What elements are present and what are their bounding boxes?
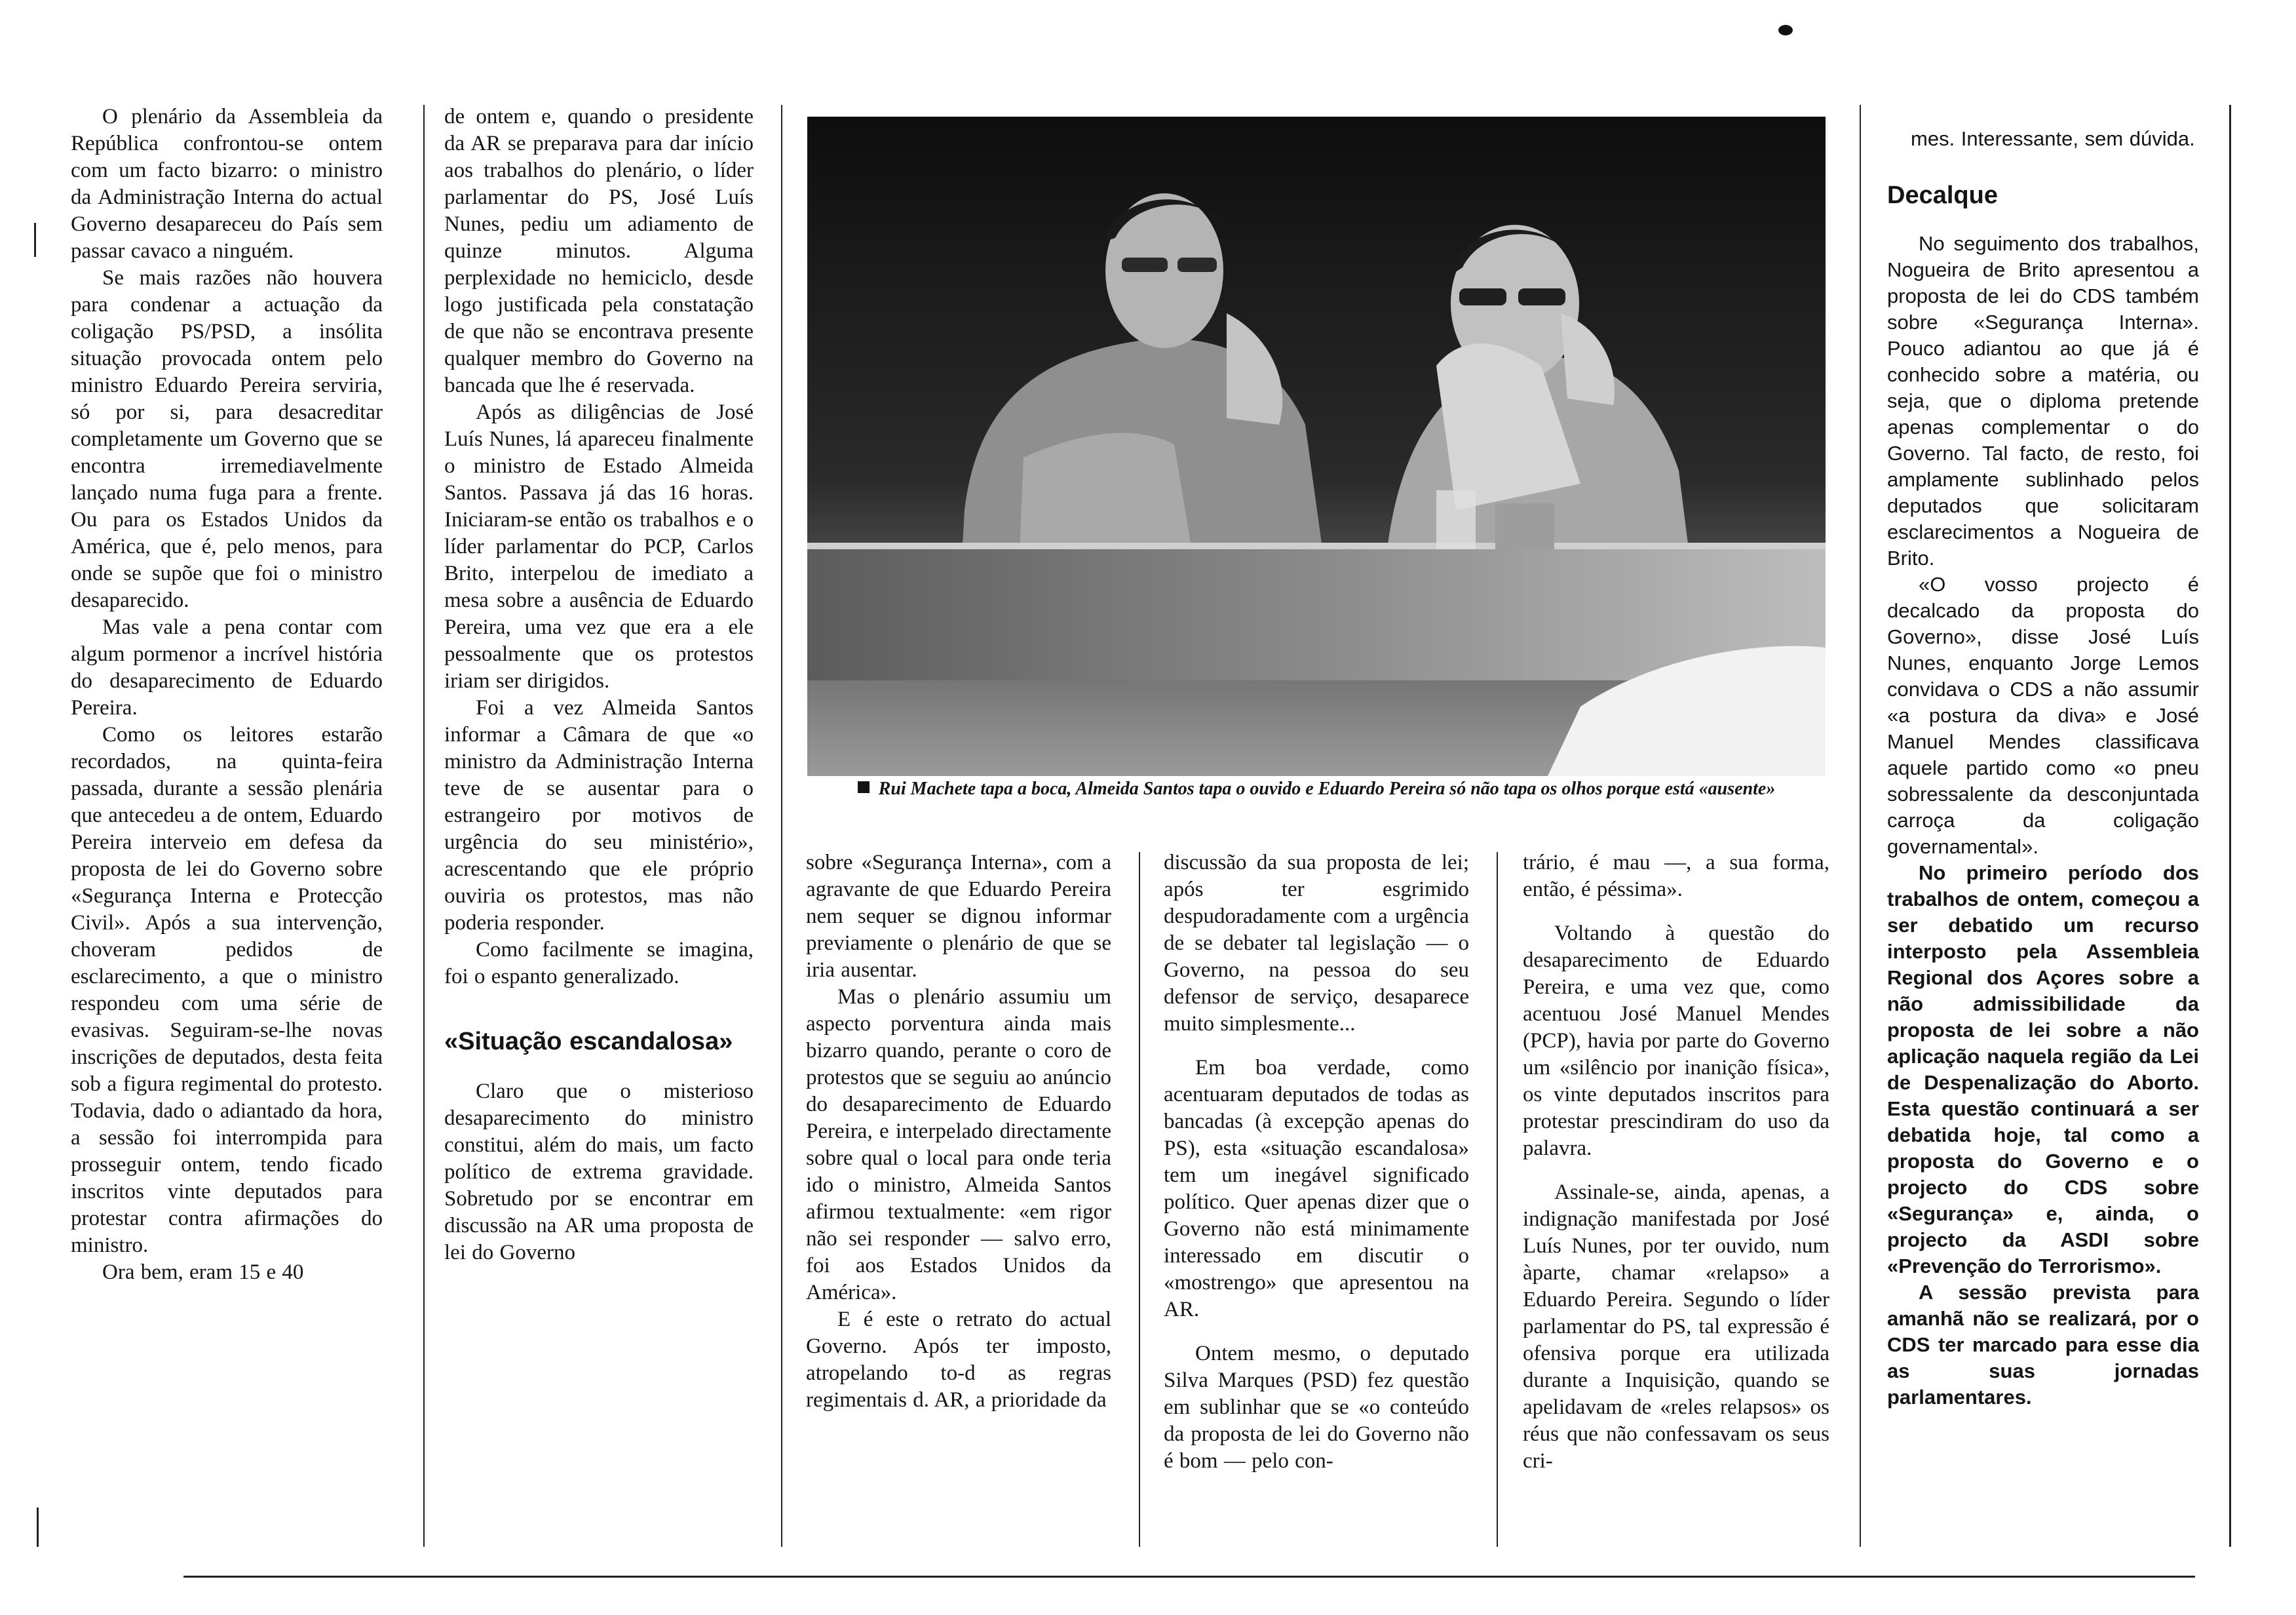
article-column-1 (71, 104, 383, 1286)
paragraph: No seguimento dos trabalhos, Nogueira de Brito apresentou a proposta de lei do CDS também sobre «Segurança Interna». Pouco adiantou ao que já é conhecido sobre a matéria, ou seja, que o diploma pretende apenas complementar o do Governo. Tal facto, de resto, foi amplamente sublinhado pelos deputados que solicitaram esclarecimentos a Nogueira de Brito. (1887, 232, 2199, 570)
caption-text: Rui Machete tapa a boca, Almeida Santos tapa o ouvido e Eduardo Pereira só não tapa os olhos porque está «ausente» (878, 779, 1776, 799)
paragraph: sobre «Segurança Interna», com a agravante de que Eduardo Pereira nem sequer se dignou informar previamente o plenário de que se iria ausentar. (806, 851, 1111, 982)
photo-image (807, 117, 1826, 776)
article-column-2 (444, 104, 754, 1266)
column-rule (781, 105, 782, 1547)
column-rule (423, 105, 425, 1547)
paragraph: Como facilmente se imagina, foi o espanto generalizado. (444, 938, 754, 988)
article-column-3 (806, 849, 1111, 1414)
paragraph: No primeiro período dos trabalhos de ontem, começou a ser debatido um recurso interposto pela Assembleia Regional dos Açores sobre a não admissibilidade da proposta de lei sobre a não aplicação naquela região da Lei de Despenalização do Aborto. Esta questão continuará a ser debatida hoje, tal como a proposta do Governo e o projecto do CDS sobre «Segurança» e, ainda, o projecto da ASDI sobre «Prevenção do Terrorismo». (1887, 861, 2199, 1277)
paragraph: Voltando à questão do desaparecimento de Eduardo Pereira, e uma vez que, como acentuou José Manuel Mendes (PCP), havia por parte do Governo um «silêncio por inanição física», os vinte deputados inscritos para protestar prescindiram do uso da palavra. (1523, 922, 1829, 1160)
paragraph: Claro que o misterioso desaparecimento do ministro constitui, além do mais, um facto político de extrema gravidade. Sobretudo por se encontrar em discussão na AR uma proposta de lei do Governo (444, 1080, 754, 1264)
caption-bullet-icon (858, 781, 870, 793)
column-rule (34, 223, 36, 257)
article-column-5 (1523, 849, 1829, 1475)
paragraph: discussão da sua proposta de lei; após ter esgrimido despudoradamente com a urgência de se debater tal legislação — o Governo, na pessoa do seu defensor de serviço, desaparece muito simplesmente... (1164, 851, 1469, 1036)
section-heading: «Situação escandalosa» (444, 1028, 733, 1055)
paragraph: Ora bem, eram 15 e 40 (102, 1260, 304, 1284)
bottom-rule (183, 1576, 2195, 1578)
paragraph: Foi a vez Almeida Santos informar a Câmara de que «o ministro da Administração Interna teve de se ausentar para o estrangeiro por motivos de urgência do seu ministério», acrescentando que ele próprio ouviria os protestos, mas não poderia responder. (444, 696, 754, 935)
article-column-4 (1164, 849, 1469, 1475)
paragraph: Se mais razões não houvera para condenar a actuação da coligação PS/PSD, a insólita situação provocada ontem pelo ministro Eduardo Pereira serviria, só por si, para desacreditar completamente um Governo que se encontra irremediavelmente lançado numa fuga para a frente. Ou para os Estados Unidos da América, que é, pelo menos, para onde se supõe que foi o ministro desaparecido. (71, 266, 383, 612)
paragraph: trário, é mau —, a sua forma, então, é péssima». (1523, 851, 1829, 901)
paragraph: Mas o plenário assumiu um aspecto porventura ainda mais bizarro quando, perante o coro de protestos que se seguiu ao anúncio do desaparecimento de Eduardo Pereira, e interpelado directamente sobre qual o local para onde teria ido o ministro, Almeida Santos afirmou textualmente: «em rigor não sei responder — salvo erro, foi aos Estados Unidos da América». (806, 985, 1111, 1304)
paragraph: O plenário da Assembleia da República confrontou-se ontem com um facto bizarro: o ministro da Administração Interna do actual Governo desapareceu do País sem passar cavaco a ninguém. (71, 105, 383, 263)
paragraph: E é este o retrato do actual Governo. Após ter imposto, atropelando to-d as regras regimentais d. AR, a prioridade da (806, 1308, 1111, 1412)
column-rule (2229, 105, 2231, 1547)
ink-mark (1778, 25, 1793, 35)
paragraph: Como os leitores estarão recordados, na quinta-feira passada, durante a sessão plenária que antecedeu a de ontem, Eduardo Pereira interveio em defesa da proposta de lei do Governo sobre «Segurança Interna e Protecção Civil». Após a sua intervenção, choveram pedidos de esclarecimento, a que o ministro respondeu com uma série de evasivas. Seguiram-se-lhe novas inscrições de deputados, desta feita sob a figura regimental do protesto. Todavia, dado o adiantado da hora, a sessão foi interrompida para prosseguir ontem, tendo ficado inscritos vinte deputados para protestar contra afirmações do ministro. (71, 723, 383, 1257)
paragraph: «O vosso projecto é decalcado da proposta do Governo», disse José Luís Nunes, enquanto Jorge Lemos convidava o CDS a não assumir «a postura da diva» e José Manuel Mendes classificava aquele partido como «o pneu sobressalente da desconjuntada carroça da coligação governamental». (1887, 573, 2199, 858)
photo-caption (807, 779, 1826, 800)
column-rule (1139, 852, 1140, 1547)
paragraph: Após as diligências de José Luís Nunes, lá apareceu finalmente o ministro de Estado Almeida Santos. Passava já das 16 horas. Iniciaram-se então os trabalhos e o líder parlamentar do PCP, Carlos Brito, interpelou de imediato a mesa sobre a ausência de Eduardo Pereira, uma vez que era a ele pessoalmente que os protestos iriam ser dirigidos. (444, 400, 754, 693)
paragraph: Ontem mesmo, o deputado Silva Marques (PSD) fez questão em sublinhar que se «o conteúdo da proposta de lei do Governo não é bom — pelo con- (1164, 1342, 1469, 1473)
photo-parliament (807, 117, 1826, 776)
column-rule (1497, 852, 1498, 1547)
column-rule (37, 1508, 39, 1547)
paragraph: de ontem e, quando o presidente da AR se preparava para dar início aos trabalhos do plenário, o líder parlamentar do PS, José Luís Nunes, pediu um adiamento de quinze minutos. Alguma perplexidade no hemiciclo, desde logo justificada pela constatação de que não se encontrava presente qualquer membro do Governo na bancada que lhe é reservada. (444, 105, 754, 397)
column-rule (1860, 105, 1861, 1547)
article-column-6 (1887, 126, 2199, 1411)
paragraph: A sessão prevista para amanhã não se realizará, por o CDS ter marcado para esse dia as suas jornadas parlamentares. (1887, 1281, 2199, 1409)
paragraph: Em boa verdade, como acentuaram deputados de todas as bancadas (à excepção apenas do PS), esta «situação escandalosa» tem um inegável significado político. Quer apenas dizer que o Governo não está minimamente interessado em discutir o «mostrengo» que apresentou na AR. (1164, 1056, 1469, 1321)
paragraph: Assinale-se, ainda, apenas, a indignação manifestada por José Luís Nunes, por ter ouvido, num àparte, chamar «relapso» a Eduardo Pereira. Segundo o líder parlamentar do PS, tal expressão é ofensiva porque era utilizada durante a Inquisição, quando se apelidavam de «reles relapsos» os réus que não confessavam os seus cri- (1523, 1180, 1829, 1473)
paragraph: Mas vale a pena contar com algum pormenor a incrível história do desaparecimento de Eduardo Pereira. (71, 615, 383, 720)
section-heading: Decalque (1887, 182, 1998, 209)
paragraph: mes. Interessante, sem dúvida. (1911, 127, 2195, 150)
